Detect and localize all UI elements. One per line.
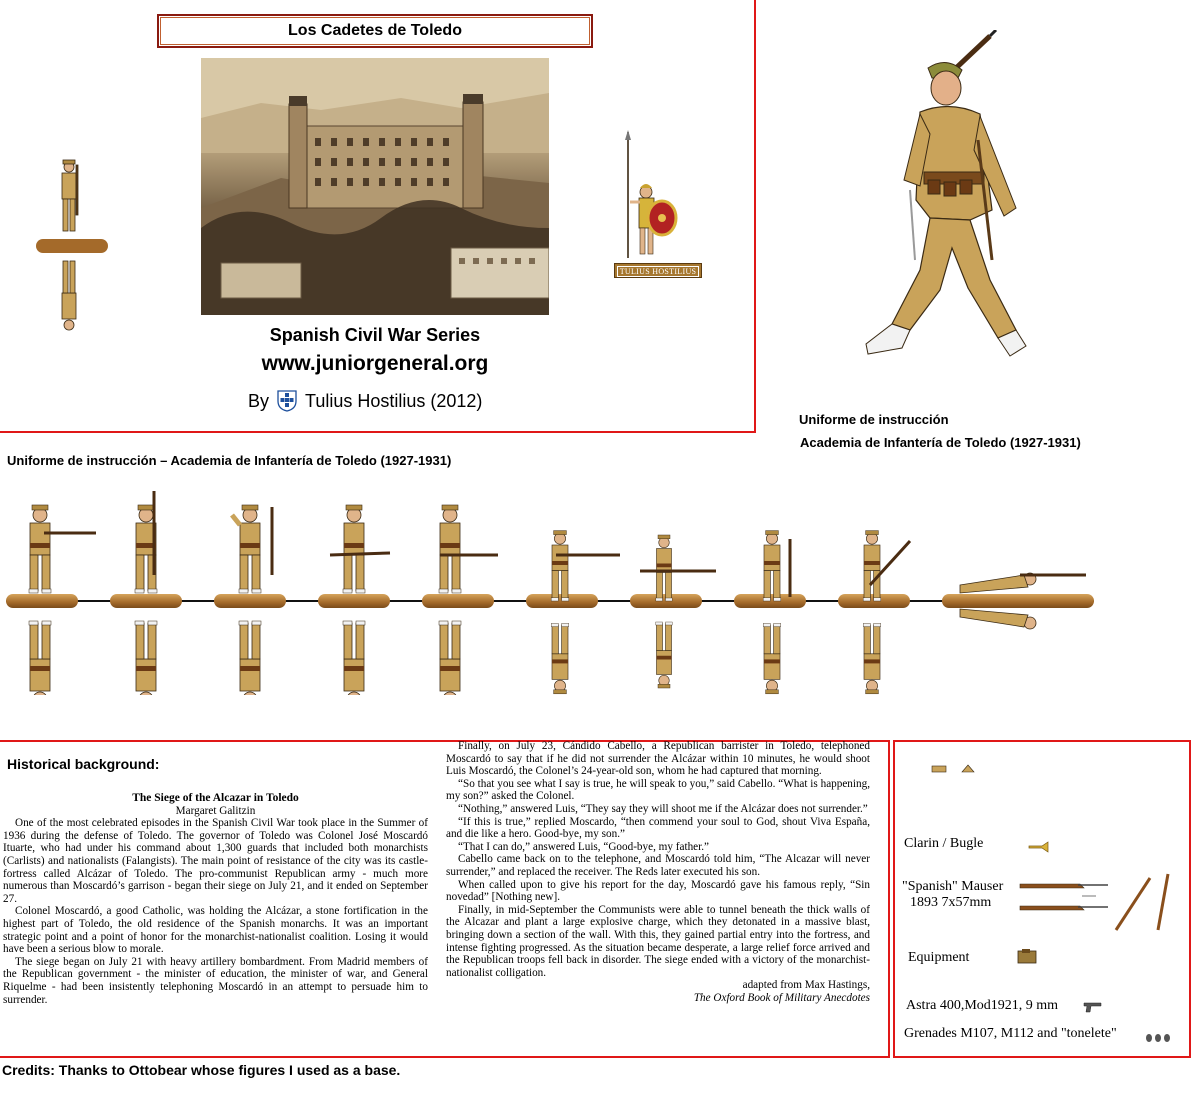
figures-row — [0, 485, 1200, 695]
paragraph: Cabello came back on to the telephone, and Moscardó told him, “The Alcazar will never surrender,” and replaced the receiver. The Reds later executed his son. — [446, 853, 870, 878]
source-line: adapted from Max Hastings, — [742, 979, 870, 992]
paragraph: Finally, on July 23, Cándido Cabello, a Republican barrister in Toledo, telephoned Moscardó to say that if he did not surrender the Alcázar within 10 minutes, he would shoot Luis Moscardó, the Colonel’s 24-year-old son, whom he had captured that morning. — [446, 740, 870, 778]
right-caption-line1: Uniforme de instrucción — [799, 412, 949, 427]
equipment-label: Equipment — [908, 950, 970, 965]
cap-items — [930, 762, 978, 781]
cadet-figure-sample — [36, 155, 108, 335]
figure-advancing — [318, 505, 390, 695]
paragraph: “Nothing,” answered Luis, “They say they will shoot me if the Alcázar does not surrender.” — [458, 802, 868, 815]
article-author: Margaret Galitzin — [175, 804, 256, 817]
article-title: The Siege of the Alcazar in Toledo — [132, 792, 299, 804]
alcazar-photo-drawing — [201, 58, 549, 315]
figure-kneeling-aim — [526, 531, 620, 694]
figure-kneeling-ready — [734, 531, 806, 694]
pistol-icon — [1083, 1000, 1103, 1018]
paragraph: One of the most celebrated episodes in the Spanish Civil War took place in the Summer of 1936 during the defense of Toledo. The governor of Toledo was Colonel José Moscardó Ituarte, who had under his command about 1,300 guards that included both monarchists (Carlists) and nationalists (Falangists). The main point of resistance of the city was its castle-fortress called Alcázar of Toledo. The pro-communist Republican army - much more numerous than Moscardó’s garrison - began their siege on July 21, and it ended on September 27. — [3, 817, 428, 905]
page-title: Los Cadetes de Toledo — [157, 14, 593, 48]
cadet-illustration — [820, 30, 1030, 370]
figure-crouching — [630, 535, 716, 688]
figures-row-drawing — [0, 485, 1200, 695]
roman-soldier-figure — [618, 130, 688, 262]
equipment-icon — [1016, 948, 1040, 971]
pistol-label: Astra 400,Mod1921, 9 mm — [906, 998, 1059, 1013]
figure-shoulder-arms — [110, 491, 182, 695]
mauser-label: "Spanish" Mauser 1893 7x57mm — [902, 879, 1004, 910]
website-link[interactable]: www.juniorgeneral.org — [261, 352, 489, 375]
alcazar-photo — [201, 58, 549, 315]
credits: Credits: Thanks to Ottobear whose figures I used as a base. — [2, 1062, 401, 1078]
history-column-1 — [3, 792, 428, 1006]
figure-prone — [942, 573, 1094, 629]
paragraph: Finally, in mid-September the Communists were able to tunnel beneath the thick walls of the Alcazar and plant a large explosive charge, which they detonated in a massive blast, bringing down a section of the wall. With this, they gained partial entry into the fortress, and intense fighting progressed. As the situation became desperate, a large relief force arrived and the Republican troops fell back in disorder. The siege ended with a victory of the monarchist-nationalist colligation. — [446, 903, 870, 979]
figure-port-arms — [422, 505, 498, 695]
paragraph: Colonel Moscardó, a good Catholic, was holding the Alcázar, a stone fortification in the highest part of Toledo, the old residence of the Spanish monarchs. It was an important strategic point and a point of honor for the monarchist-nationalist coalition. Losing it would have been a serious blow to morale. — [3, 905, 428, 956]
paragraph: “That I can do,” answered Luis, “Good-bye, my father.” — [458, 840, 709, 853]
author-line: By Tulius Hostilius (2012) — [248, 390, 483, 411]
right-caption-line2: Academia de Infantería de Toledo (1927-1931) — [800, 435, 1081, 450]
bugle-icon — [1028, 840, 1050, 858]
paragraph: “If this is true,” replied Moscardo, “then commend your soul to God, shout Viva España, and die like a hero. Good-bye, my son.” — [446, 815, 870, 841]
series-title: Spanish Civil War Series — [269, 325, 481, 345]
paragraph: When called upon to give his report for the day, Moscardó gave his famous reply, “Sin novedad” [Nothing new]. — [446, 878, 870, 904]
paragraph: “So that you see what I say is true, he will speak to you,” said Cabello. “What is happening, my son?” asked the Colonel. — [446, 777, 870, 803]
blue-shield-icon — [277, 390, 297, 412]
source-book: The Oxford Book of Military Anecdotes — [693, 991, 870, 1004]
history-heading: Historical background: — [7, 756, 160, 772]
history-column-2 — [446, 740, 870, 1004]
grenades-label: Grenades M107, M112 and "tonelete" — [904, 1026, 1117, 1041]
grenade-icon — [1145, 1030, 1173, 1048]
figures-row-title: Uniforme de instrucción – Academia de Infantería de Toledo (1927-1931) — [7, 453, 452, 468]
rifle-icon — [1018, 872, 1188, 937]
bugle-label: Clarin / Bugle — [904, 836, 984, 851]
figure-waving — [214, 505, 286, 695]
paragraph: The siege began on July 21 with heavy artillery bombardment. From Madrid members of the Republican government - the minister of education, the minister of war, and General Riquelme - had been insistently telephoning Moscardó in an attempt to persuade him to surrender. — [3, 955, 428, 1006]
figure-kneeling-port — [838, 531, 910, 694]
author-banner: TULIUS HOSTILIUS — [614, 263, 702, 278]
